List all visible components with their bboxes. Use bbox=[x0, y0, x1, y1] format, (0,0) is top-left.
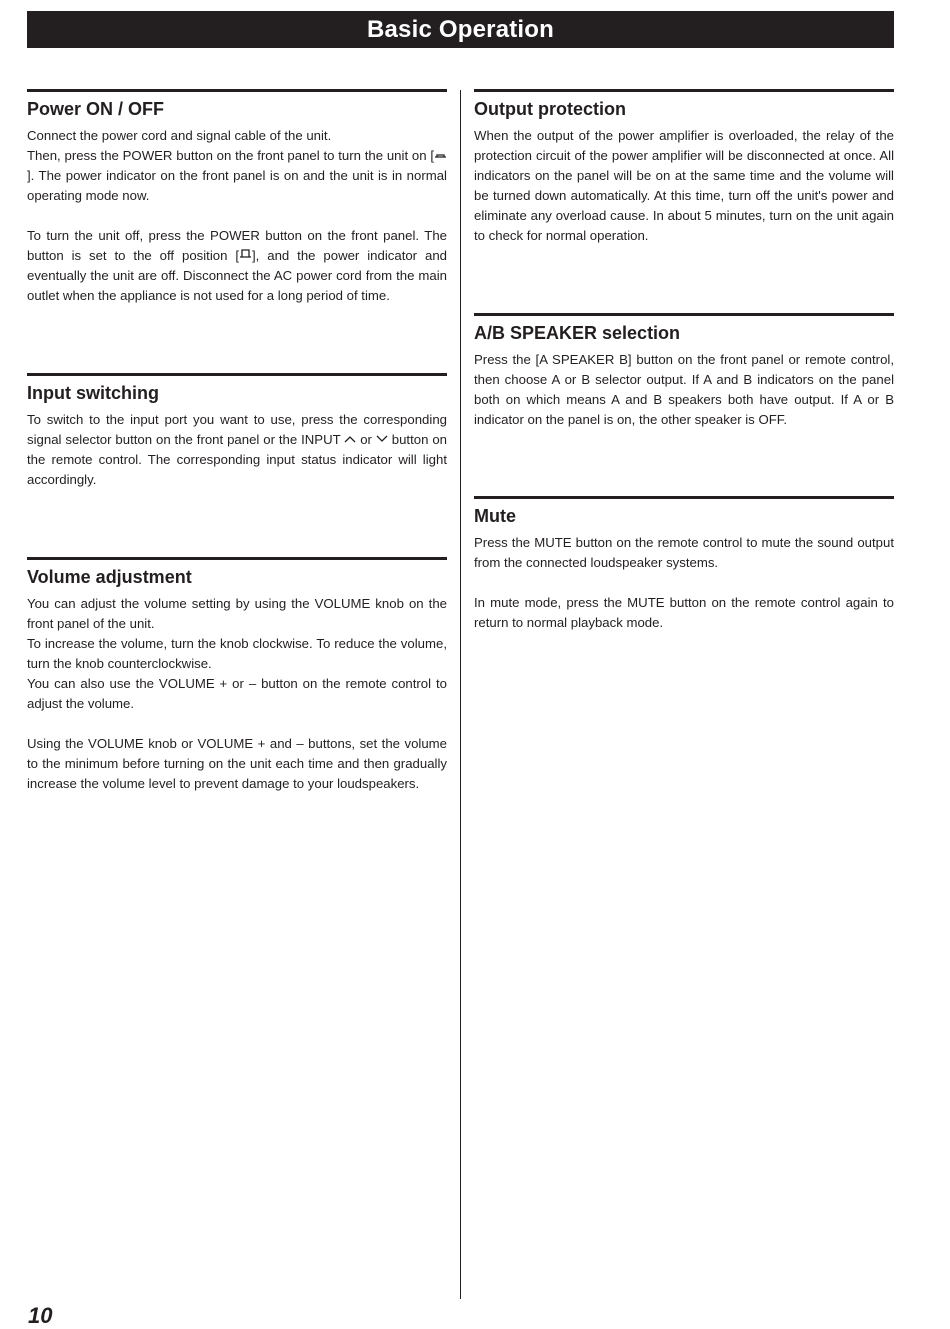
section-title: Volume adjustment bbox=[27, 567, 192, 587]
volume-paragraph-1: You can adjust the volume setting by using the VOLUME knob on the front panel of the unit. bbox=[27, 596, 447, 631]
column-divider bbox=[460, 90, 461, 1299]
mute-paragraph-1: Press the MUTE button on the remote control to mute the sound output from the connected loudspeaker systems. bbox=[474, 535, 894, 570]
input-paragraph-1: To switch to the input port you want to use, press the corresponding signal selector button on the front panel or the INPUT or button on the remote control. The corresponding input status indicator will light accordingly. bbox=[27, 412, 447, 487]
power-on-position-icon bbox=[434, 146, 447, 166]
chevron-down-icon bbox=[376, 430, 388, 450]
volume-paragraph-3: You can also use the VOLUME + or – button on the remote control to adjust the volume. bbox=[27, 676, 447, 711]
output-paragraph-1: When the output of the power amplifier is overloaded, the relay of the protection circuit of the power amplifier will be disconnected at once. All indicators on the panel will be on at the same time and the volume will be turned down automatically. At this time, turn off the unit's power and eliminate any overload cause. In about 5 minutes, turn on the unit again to check for normal operation. bbox=[474, 128, 894, 243]
section-power-on-off bbox=[27, 89, 447, 306]
power-paragraph-1: Connect the power cord and signal cable of the unit. bbox=[27, 128, 332, 143]
section-speaker-selection bbox=[474, 313, 894, 430]
power-paragraph-3: To turn the unit off, press the POWER button on the front panel. The button is set to the off position [ ], and the power indicator and eventually the unit are off. Disconnect the AC power cord from the main outlet when the appliance is not used for a long period of time. bbox=[27, 228, 447, 303]
section-title: Input switching bbox=[27, 383, 159, 403]
chevron-up-icon bbox=[344, 430, 356, 450]
page-title: Basic Operation bbox=[366, 15, 555, 43]
section-title: Power ON / OFF bbox=[27, 99, 165, 119]
section-title: A/B SPEAKER selection bbox=[474, 323, 681, 343]
section-title: Output protection bbox=[474, 99, 626, 119]
section-volume-adjustment bbox=[27, 557, 447, 794]
section-input-switching bbox=[27, 373, 447, 490]
power-off-position-icon bbox=[239, 246, 252, 266]
speaker-paragraph-1: Press the [A SPEAKER B] button on the front panel or remote control, then choose A or B selector output. If A and B indicators on the panel both on which means A and B speakers both have output. If A or B indicator on the panel is on, the other speaker is OFF. bbox=[474, 352, 894, 427]
mute-paragraph-2: In mute mode, press the MUTE button on the remote control again to return to normal playback mode. bbox=[474, 595, 894, 630]
header-bar bbox=[27, 11, 894, 48]
section-mute bbox=[474, 496, 894, 633]
volume-paragraph-4: Using the VOLUME knob or VOLUME + and – buttons, set the volume to the minimum before turning on the unit each time and then gradually increase the volume level to prevent damage to your loudspeakers. bbox=[27, 736, 447, 791]
page-number: 10 bbox=[28, 1303, 53, 1328]
power-paragraph-2: Then, press the POWER button on the front panel to turn the unit on []. The power indicator on the front panel is on and the unit is in normal operating mode now. bbox=[27, 148, 447, 203]
section-title: Mute bbox=[474, 506, 516, 526]
section-output-protection bbox=[474, 89, 894, 246]
volume-paragraph-2: To increase the volume, turn the knob clockwise. To reduce the volume, turn the knob counterclockwise. bbox=[27, 636, 447, 671]
